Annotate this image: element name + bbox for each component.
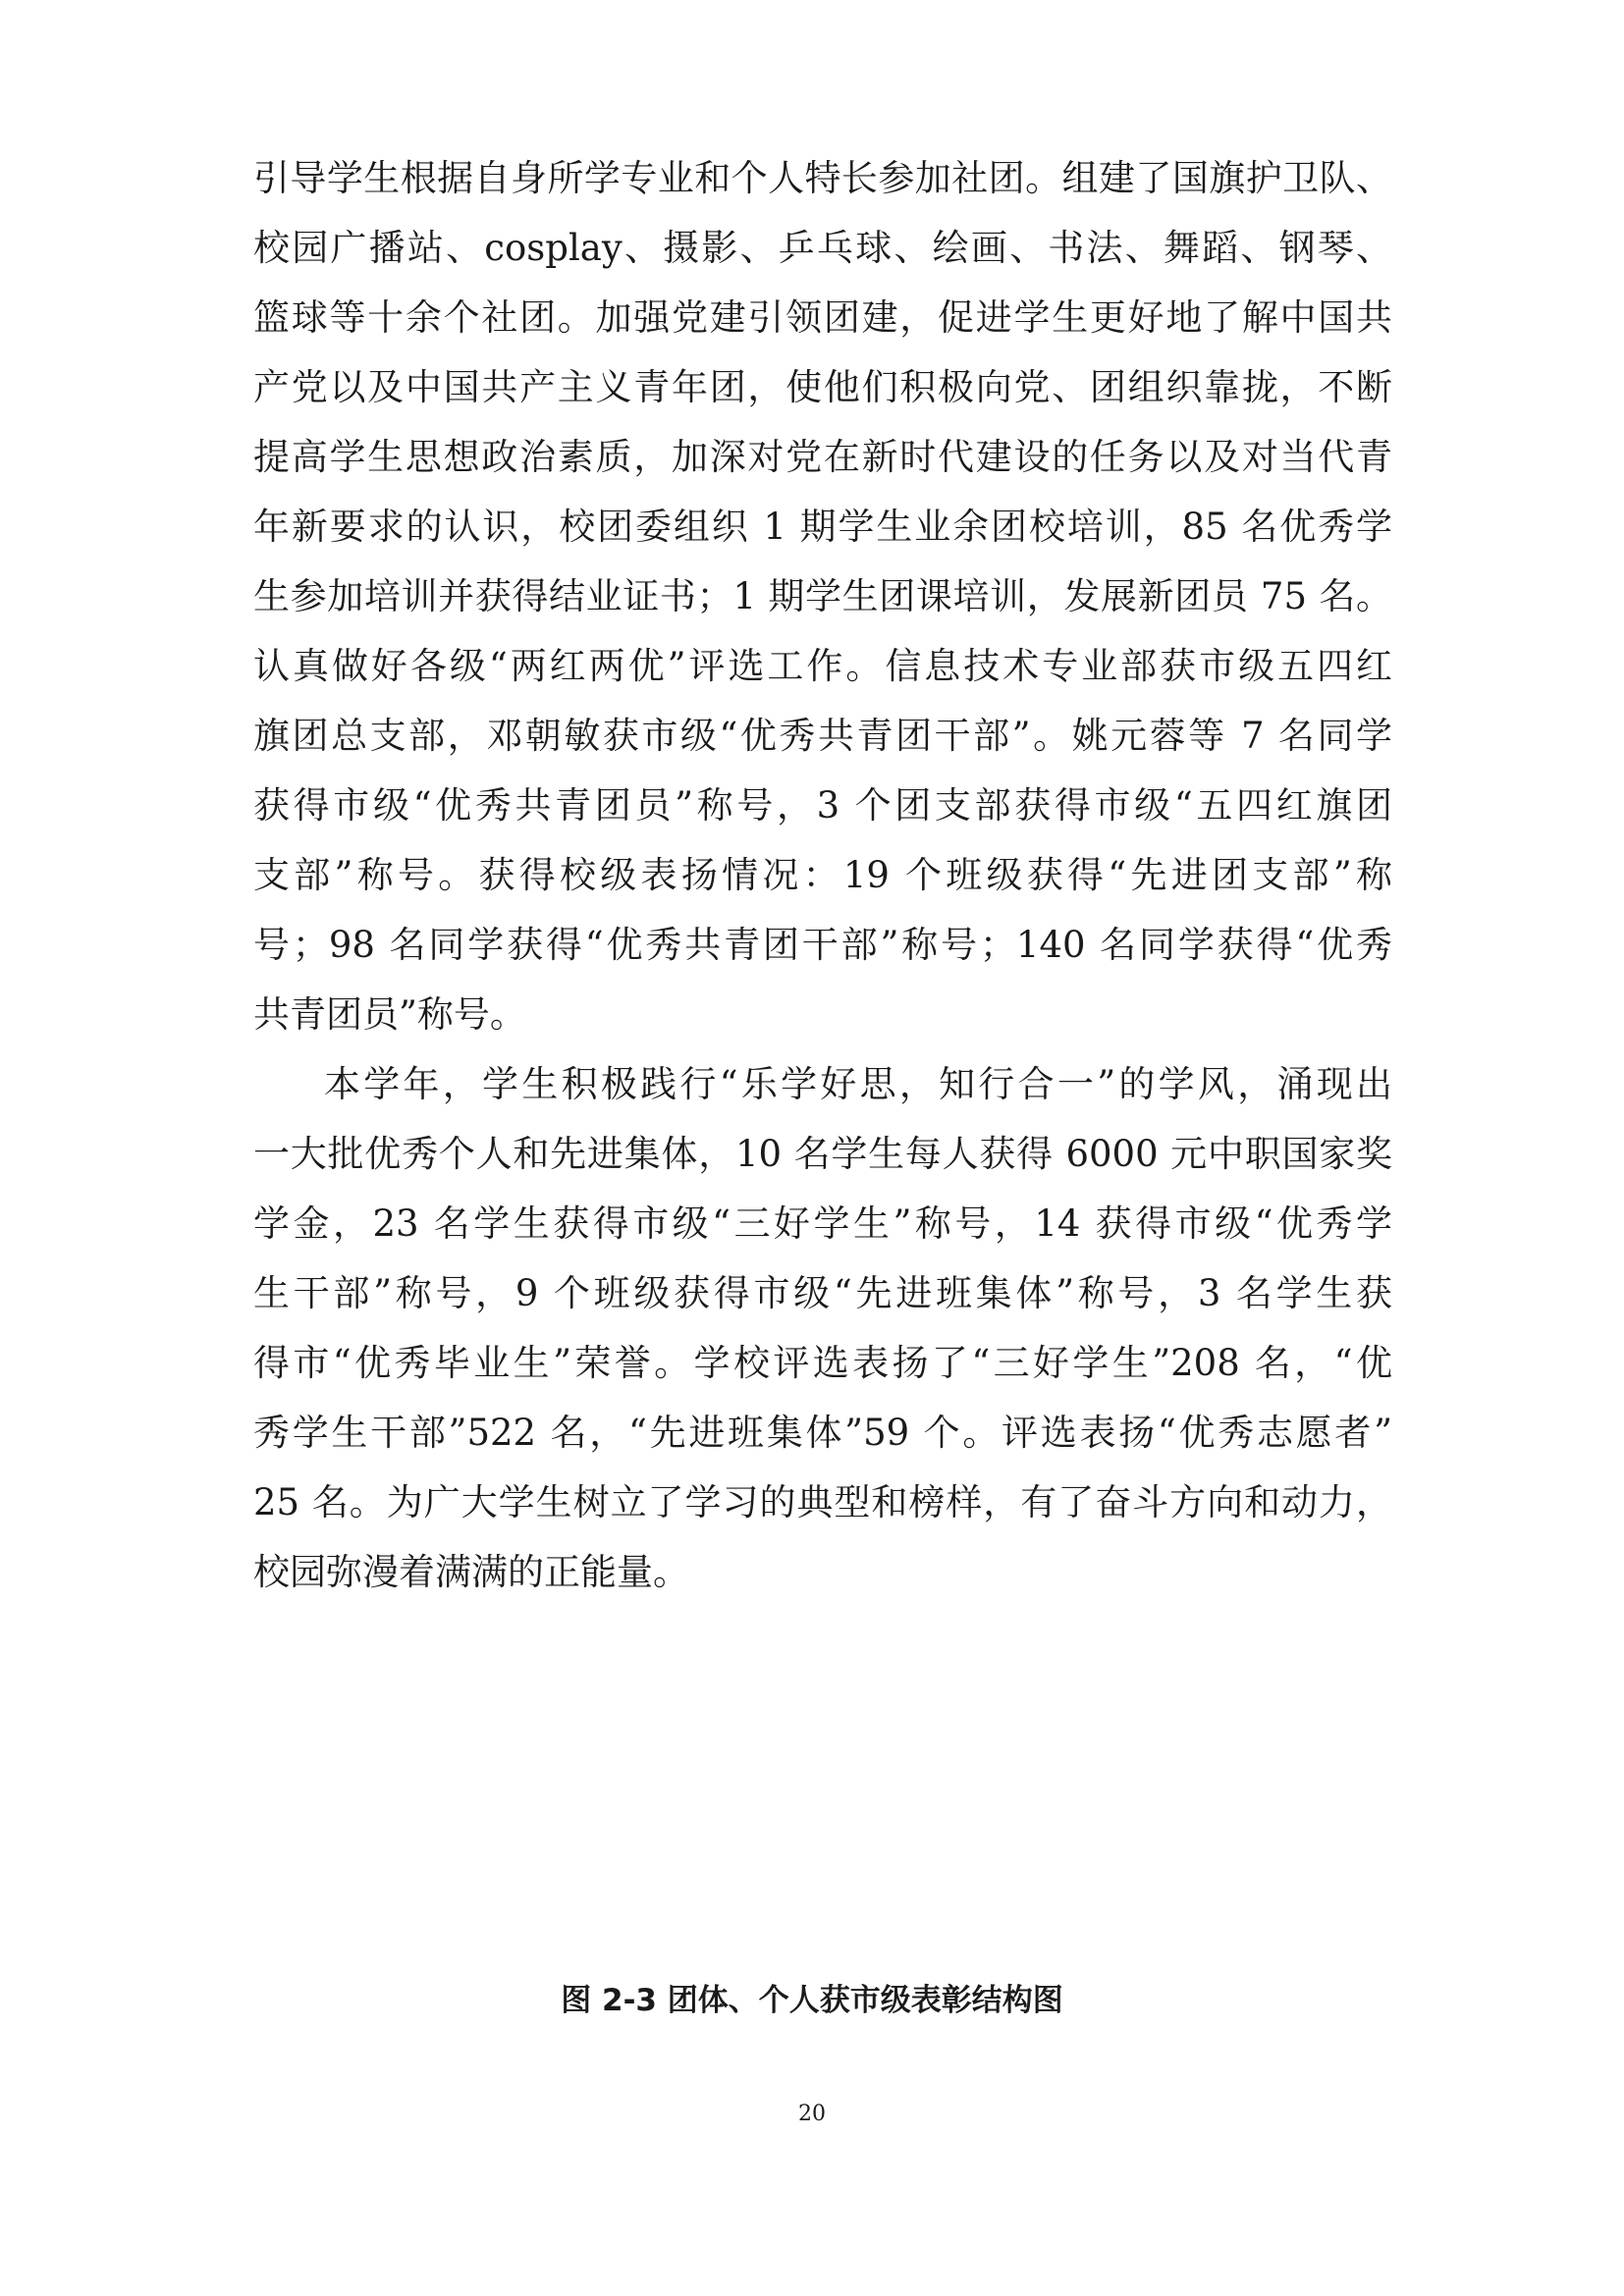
body-text-line: 篮球等十余个社团。加强党建引领团建，促进学生更好地了解中国共 <box>253 296 1392 339</box>
body-text-line: 获得市级“优秀共青团员”称号，3 个团支部获得市级“五四红旗团 <box>253 784 1392 827</box>
body-text-line: 产党以及中国共产主义青年团，使他们积极向党、团组织靠拢，不断 <box>253 366 1392 408</box>
body-text-line: 认真做好各级“两红两优”评选工作。信息技术专业部获市级五四红 <box>253 645 1392 687</box>
body-text-line: 校园弥漫着满满的正能量。 <box>253 1551 689 1593</box>
body-text-line: 引导学生根据自身所学专业和个人特长参加社团。组建了国旗护卫队、 <box>253 157 1392 199</box>
page-number: 20 <box>798 2102 826 2126</box>
body-text-line: 秀学生干部”522 名，“先进班集体”59 个。评选表扬“优秀志愿者” <box>253 1412 1392 1454</box>
body-text-line: 支部”称号。获得校级表扬情况：19 个班级获得“先进团支部”称 <box>253 854 1392 896</box>
body-text-line: 生参加培训并获得结业证书；1 期学生团课培训，发展新团员 75 名。 <box>253 575 1392 617</box>
body-text-line: 一大批优秀个人和先进集体，10 名学生每人获得 6000 元中职国家奖 <box>253 1133 1392 1175</box>
body-text-line: 学金，23 名学生获得市级“三好学生”称号，14 获得市级“优秀学 <box>253 1202 1392 1245</box>
body-text-line: 得市“优秀毕业生”荣誉。学校评选表扬了“三好学生”208 名，“优 <box>253 1342 1392 1384</box>
paragraph-first-line: 本学年，学生积极践行“乐学好思，知行合一”的学风，涌现出 <box>324 1063 1392 1105</box>
body-text-line: 共青团员”称号。 <box>253 993 526 1036</box>
body-text-line: 号；98 名同学获得“优秀共青团干部”称号；140 名同学获得“优秀 <box>253 924 1392 966</box>
body-text-line: 校园广播站、cosplay、摄影、乒乓球、绘画、书法、舞蹈、钢琴、 <box>253 227 1392 269</box>
body-text-line: 25 名。为广大学生树立了学习的典型和榜样，有了奋斗方向和动力， <box>253 1481 1392 1523</box>
body-text-line: 提高学生思想政治素质，加深对党在新时代建设的任务以及对当代青 <box>253 436 1392 478</box>
body-text-line: 旗团总支部，邓朝敏获市级“优秀共青团干部”。姚元蓉等 7 名同学 <box>253 715 1392 757</box>
figure-caption: 图 2-3 团体、个人获市级表彰结构图 <box>561 1983 1063 2018</box>
body-text-line: 生干部”称号，9 个班级获得市级“先进班集体”称号，3 名学生获 <box>253 1272 1392 1314</box>
body-text-line: 年新要求的认识，校团委组织 1 期学生业余团校培训，85 名优秀学 <box>253 506 1392 548</box>
